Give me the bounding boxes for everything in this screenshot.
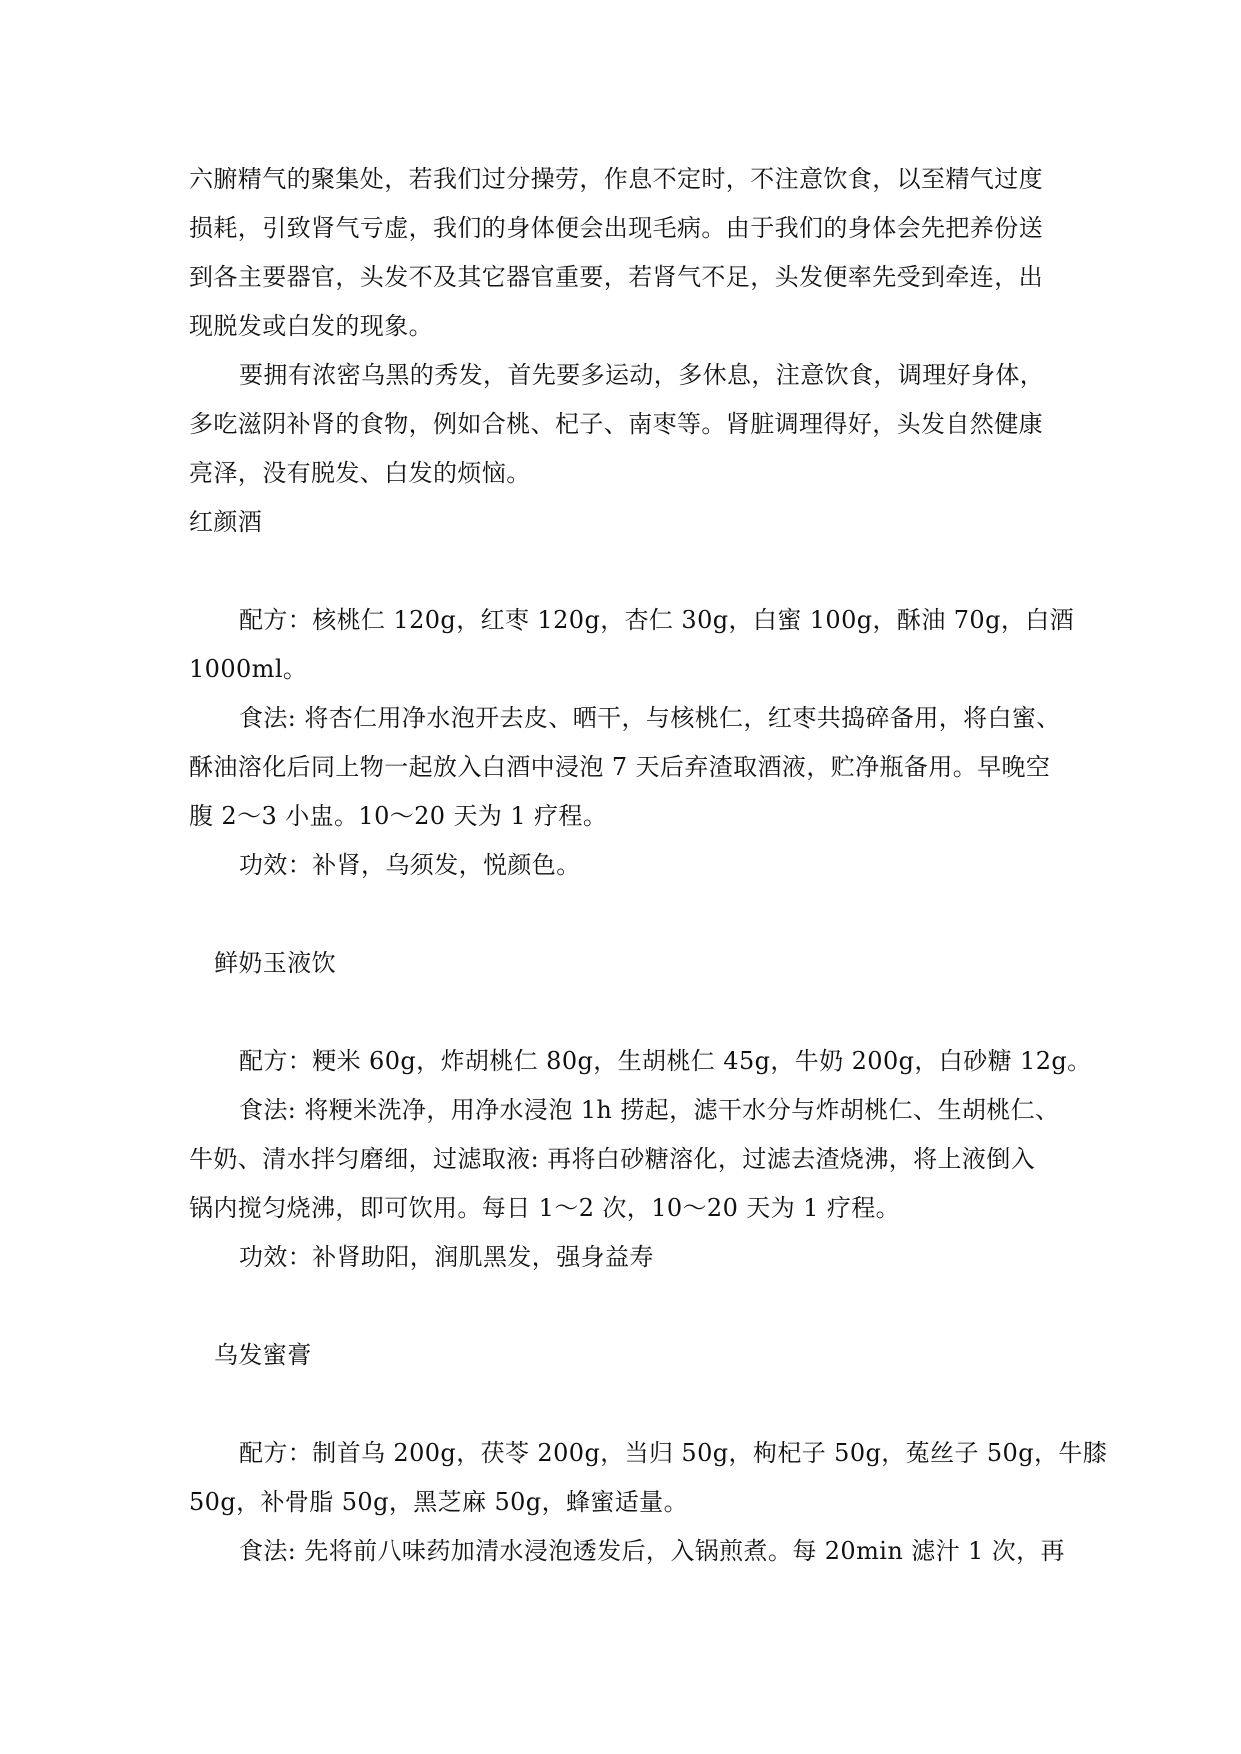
body-text-line: 损耗，引致肾气亏虚，我们的身体便会出现毛病。由于我们的身体会先把养份送 <box>189 214 1043 242</box>
recipe-ingredients-line: 50g，补骨脂 50g，黑芝麻 50g，蜂蜜适量。 <box>189 1488 688 1516</box>
recipe-effect-line: 功效：补肾，乌须发，悦颜色。 <box>239 851 581 879</box>
recipe-title-wufa-migao: 乌发蜜膏 <box>214 1341 312 1369</box>
body-text-line: 六腑精气的聚集处，若我们过分操劳，作息不定时，不注意饮食，以至精气过度 <box>189 165 1043 193</box>
recipe-method-line: 食法: 将杏仁用净水泡开去皮、晒干，与核桃仁，红枣共捣碎备用，将白蜜、 <box>239 704 1061 732</box>
recipe-method-line: 腹 2～3 小盅。10～20 天为 1 疗程。 <box>189 802 608 830</box>
recipe-method-line: 酥油溶化后同上物一起放入白酒中浸泡 7 天后弃渣取酒液，贮净瓶备用。早晚空 <box>189 753 1051 781</box>
body-text-line: 多吃滋阴补肾的食物，例如合桃、杞子、南枣等。肾脏调理得好，头发自然健康 <box>189 410 1043 438</box>
recipe-title-xiannai-yuyeyin: 鲜奶玉液饮 <box>214 949 336 977</box>
body-text-line: 亮泽，没有脱发、白发的烦恼。 <box>189 459 531 487</box>
recipe-method-line: 食法: 先将前八味药加清水浸泡透发后，入锅煎煮。每 20min 滤汁 1 次，再 <box>239 1537 1065 1565</box>
recipe-method-line: 牛奶、清水拌匀磨细，过滤取液: 再将白砂糖溶化，过滤去渣烧沸，将上液倒入 <box>189 1145 1036 1173</box>
recipe-method-line: 食法: 将粳米洗净，用净水浸泡 1h 捞起，滤干水分与炸胡桃仁、生胡桃仁、 <box>239 1096 1060 1124</box>
document-body <box>189 155 1108 1576</box>
recipe-ingredients-line: 1000ml。 <box>189 655 308 683</box>
body-text-line: 现脱发或白发的现象。 <box>189 312 433 340</box>
recipe-effect-line: 功效：补肾助阳，润肌黑发，强身益寿 <box>239 1243 654 1271</box>
recipe-ingredients-line: 配方：粳米 60g，炸胡桃仁 80g，生胡桃仁 45g，牛奶 200g，白砂糖 12g。 <box>239 1047 1092 1075</box>
recipe-title-hongyanjiu: 红颜酒 <box>189 508 263 536</box>
recipe-method-line: 锅内搅匀烧沸，即可饮用。每日 1～2 次，10～20 天为 1 疗程。 <box>189 1194 901 1222</box>
recipe-ingredients-line: 配方：制首乌 200g，茯苓 200g，当归 50g，枸杞子 50g，菟丝子 50g，牛膝 <box>239 1439 1108 1467</box>
body-text-line: 到各主要器官，头发不及其它器官重要，若肾气不足，头发便率先受到牵连，出 <box>189 263 1043 291</box>
body-text-line: 要拥有浓密乌黑的秀发，首先要多运动，多休息，注意饮食，调理好身体， <box>239 361 1045 389</box>
recipe-ingredients-line: 配方：核桃仁 120g，红枣 120g，杏仁 30g，白蜜 100g，酥油 70g，白酒 <box>239 606 1075 634</box>
